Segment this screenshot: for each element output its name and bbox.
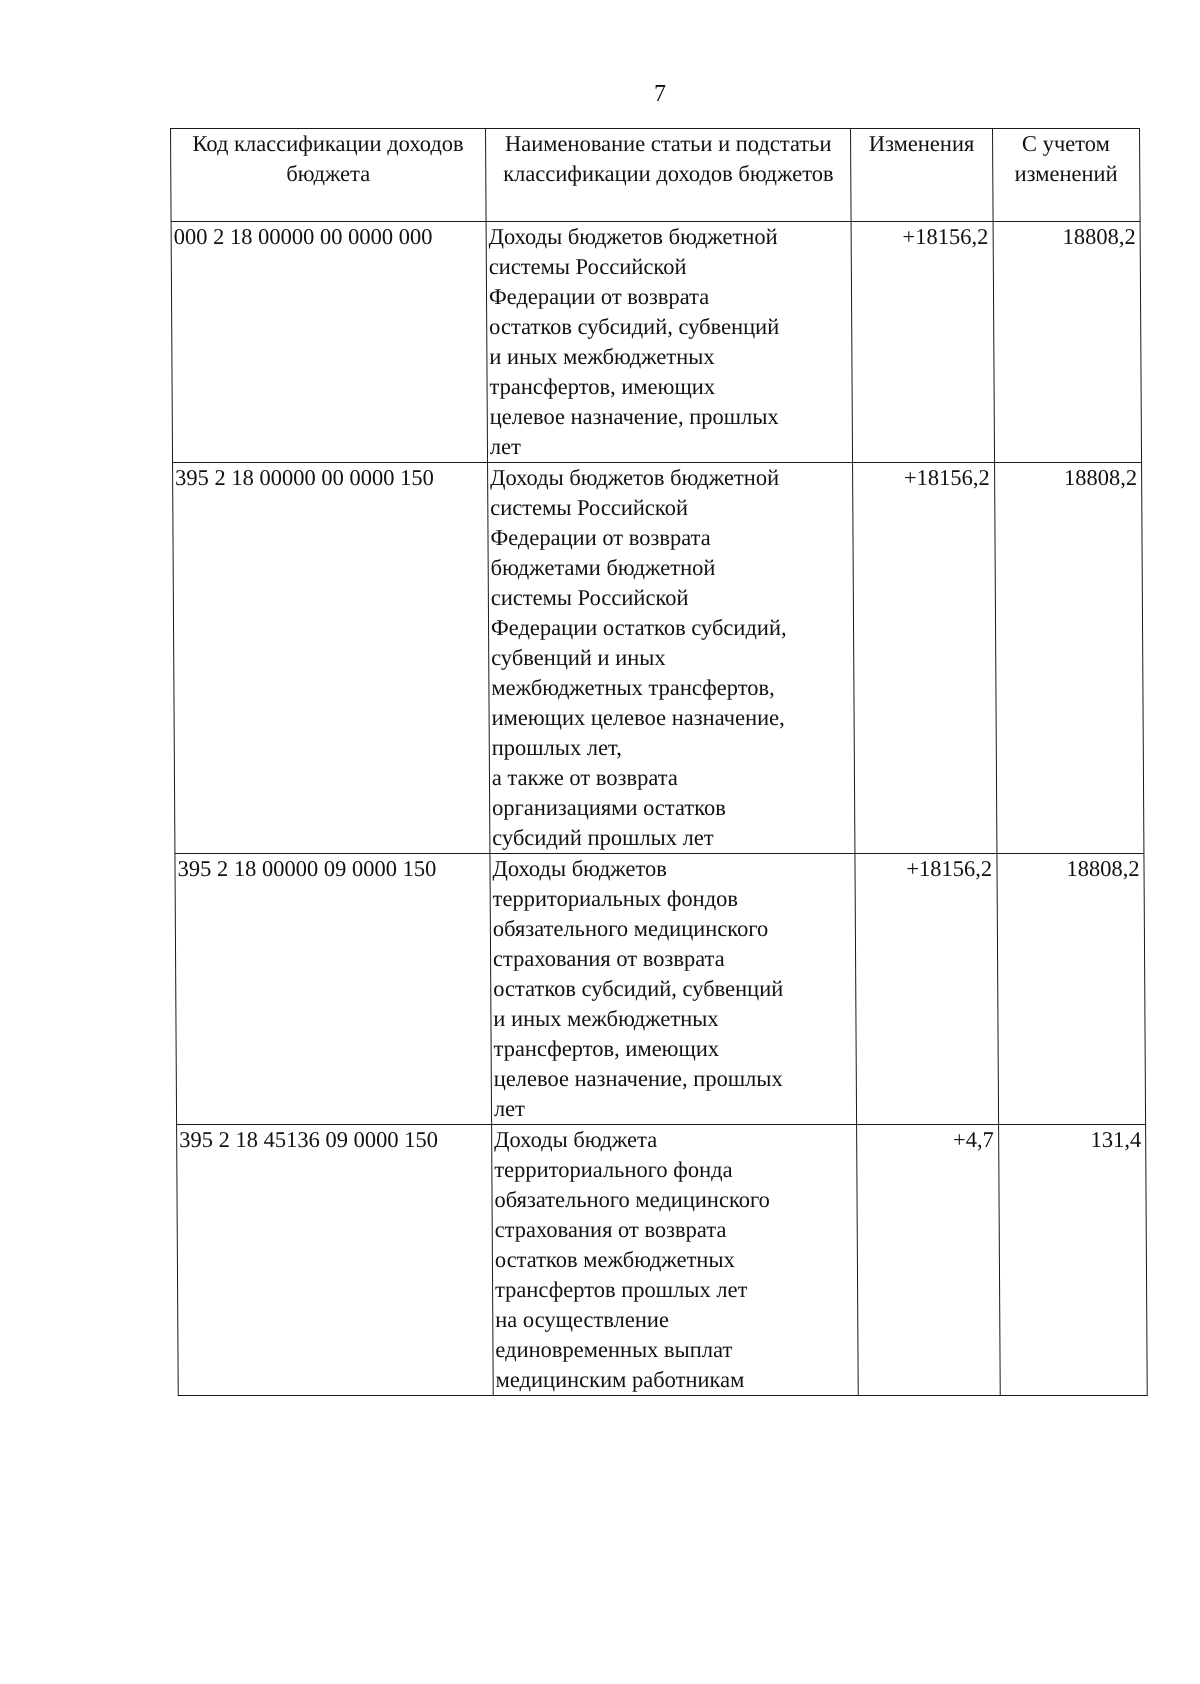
table-row: [171, 222, 1141, 463]
cell-total: 18808,2: [993, 222, 1142, 463]
table-row: [173, 463, 1144, 854]
header-total: С учетом изменений: [992, 129, 1140, 222]
cell-name: Доходы бюджетов бюджетной системы Российской Федерации от возврата остатков субсидий, субвенций и иных межбюджетных трансфертов, имеющих целевое назначение, прошлых лет: [486, 222, 853, 463]
cell-name: Доходы бюджетов бюджетной системы Российской Федерации от возврата бюджетами бюджетной системы Российской Федерации остатков субсидий, субвенций и иных межбюджетных трансфертов, имеющих целевое назначение, прошлых лет, а также от возврата организациями остатков субсидий прошлых лет: [487, 463, 855, 854]
cell-total: 18808,2: [997, 854, 1146, 1125]
cell-code: 395 2 18 00000 00 0000 150: [173, 463, 490, 854]
cell-name: Доходы бюджета территориального фонда обязательного медицинского страхования от возврата остатков межбюджетных трансфертов прошлых лет на осуществление единовременных выплат медицинским работникам: [492, 1125, 859, 1396]
cell-change: +18156,2: [853, 463, 997, 854]
header-code: Код классификации доходов бюджета: [171, 129, 486, 222]
table-header-row: [171, 129, 1141, 222]
cell-name: Доходы бюджетов территориальных фондов обязательного медицинского страхования от возврата остатков субсидий, субвенций и иных межбюджетных трансфертов, имеющих целевое назначение, прошлых лет: [490, 854, 857, 1125]
cell-change: +18156,2: [855, 854, 998, 1125]
cell-change: +4,7: [857, 1125, 1000, 1396]
table-row: [175, 854, 1146, 1125]
table-row: [177, 1125, 1148, 1396]
header-change: Изменения: [851, 129, 993, 222]
page-number: 7: [654, 81, 666, 107]
cell-code: 000 2 18 00000 00 0000 000: [171, 222, 487, 463]
cell-code: 395 2 18 45136 09 0000 150: [177, 1125, 494, 1396]
cell-change: +18156,2: [851, 222, 994, 463]
cell-total: 18808,2: [994, 463, 1144, 854]
budget-revenue-table: [170, 128, 1148, 1396]
cell-code: 395 2 18 00000 09 0000 150: [175, 854, 492, 1125]
cell-total: 131,4: [998, 1125, 1147, 1396]
header-name: Наименование статьи и подстатьи классификации доходов бюджетов: [485, 129, 851, 222]
